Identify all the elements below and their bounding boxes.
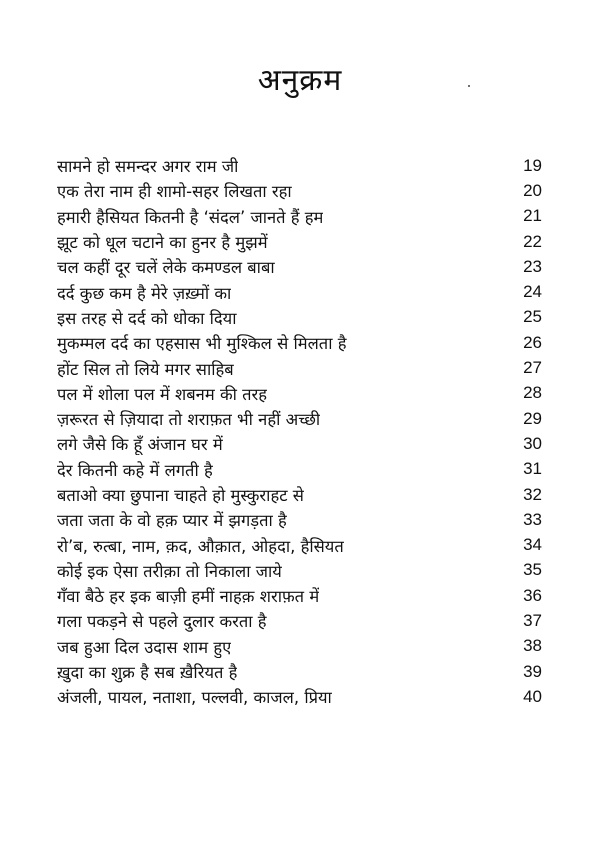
- toc-entry: [57, 178, 542, 203]
- toc-entry-page-number: 20: [523, 180, 542, 200]
- toc-entry-page-number: 24: [523, 282, 542, 302]
- toc-entry-page-number: 22: [523, 231, 542, 251]
- toc-entry: [57, 381, 542, 406]
- toc-entry-title: चल कहीं दूर चलें लेके कमण्डल बाबा: [57, 258, 275, 278]
- toc-entry-title: झूट को धूल चटाने का हुनर है मुझमें: [57, 233, 268, 253]
- toc-entry-page-number: 25: [523, 307, 542, 327]
- toc-entry-page-number: 31: [523, 459, 542, 479]
- toc-entry-page-number: 36: [523, 585, 542, 605]
- toc-entry-title: ख़ुदा का शुक्र है सब ख़ैरियत है: [57, 663, 238, 683]
- toc-entry-page-number: 34: [523, 535, 542, 555]
- toc-entry: [57, 659, 542, 684]
- toc-entry-title: मुकम्मल दर्द का एहसास भी मुश्किल से मिलता है: [57, 334, 347, 354]
- toc-entry-page-number: 35: [523, 560, 542, 580]
- toc-entry: [57, 204, 542, 229]
- toc-entry-page-number: 19: [523, 155, 542, 175]
- toc-entry-title: हमारी हैसियत कितनी है ‘संदल’ जानते हैं हम: [57, 207, 324, 227]
- toc-entry-page-number: 33: [523, 509, 542, 529]
- toc-entry: [57, 229, 542, 254]
- toc-entry: [57, 431, 542, 456]
- toc-entry: [57, 355, 542, 380]
- toc-entry-title: गला पकड़ने से पहले दुलार करता है: [57, 612, 267, 632]
- toc-entry-title: पल में शोला पल में शबनम की तरह: [57, 384, 268, 404]
- toc-entry-page-number: 26: [523, 332, 542, 352]
- toc-entry-title: ज़रूरत से ज़ियादा तो शराफ़त भी नहीं अच्छी: [57, 410, 321, 430]
- toc-entry-page-number: 37: [523, 610, 542, 630]
- toc-entry-page-number: 39: [523, 661, 542, 681]
- toc-entry: [57, 608, 542, 633]
- toc-entry-page-number: 29: [523, 408, 542, 428]
- toc-entry-title: जब हुआ दिल उदास शाम हुए: [57, 637, 232, 657]
- page-title: अनुक्रम: [257, 63, 343, 98]
- toc-entry-title: एक तेरा नाम ही शामो-सहर लिखता रहा: [57, 182, 292, 202]
- toc-entry-page-number: 32: [523, 484, 542, 504]
- toc-entry-page-number: 38: [523, 636, 542, 656]
- toc-entry: [57, 457, 542, 482]
- print-speck: [468, 85, 470, 87]
- toc-entry-page-number: 28: [523, 383, 542, 403]
- toc-entry-title: बताओ क्या छुपाना चाहते हो मुस्कुराहट से: [57, 486, 304, 505]
- toc-entry: [57, 507, 542, 532]
- toc-entry-page-number: 40: [523, 686, 542, 706]
- toc-entry-page-number: 23: [523, 256, 542, 276]
- toc-entry-title: सामने हो समन्दर अगर राम जी: [57, 157, 239, 177]
- toc-entry: [57, 153, 542, 178]
- toc-entry-page-number: 21: [523, 206, 542, 226]
- toc-entry: [57, 558, 542, 583]
- toc-entry-title: दर्द कुछ कम है मेरे ज़ख़्मों का: [57, 283, 232, 303]
- toc-entry-title: रो’ब, रुत्बा, नाम, क़द, औक़ात, ओहदा, हैसियत: [57, 536, 344, 556]
- toc-entry: [57, 482, 542, 507]
- toc-entry: [57, 634, 542, 659]
- toc-entry: [57, 254, 542, 279]
- toc-entry: [57, 279, 542, 304]
- toc-entry-title: लगे जैसे कि हूँ अंजान घर में: [57, 435, 223, 455]
- toc-entry-title: इस तरह से दर्द को धोका दिया: [57, 308, 237, 328]
- toc-entry: [57, 406, 542, 431]
- toc-entry: [57, 532, 542, 557]
- toc-entry: [57, 330, 542, 355]
- toc-entry: [57, 684, 542, 709]
- toc-entry-title: होंट सिल तो लिये मगर साहिब: [57, 359, 234, 379]
- toc-entry-title: देर कितनी कहे में लगती है: [57, 460, 213, 480]
- toc-entry-page-number: 27: [523, 358, 542, 378]
- toc-entry: [57, 583, 542, 608]
- toc-entry-title: कोई इक ऐसा तरीक़ा तो निकाला जाये: [57, 561, 282, 581]
- toc-entry: [57, 305, 542, 330]
- table-of-contents: [57, 153, 542, 710]
- toc-entry-title: गँवा बैठे हर इक बाज़ी हमीं नाहक़ शराफ़त में: [57, 587, 320, 607]
- toc-entry-page-number: 30: [523, 433, 542, 453]
- toc-entry-title: जता जता के वो हक़ प्यार में झगड़ता है: [57, 511, 287, 531]
- toc-entry-title: अंजली, पायल, नताशा, पल्लवी, काजल, प्रिया: [57, 688, 332, 708]
